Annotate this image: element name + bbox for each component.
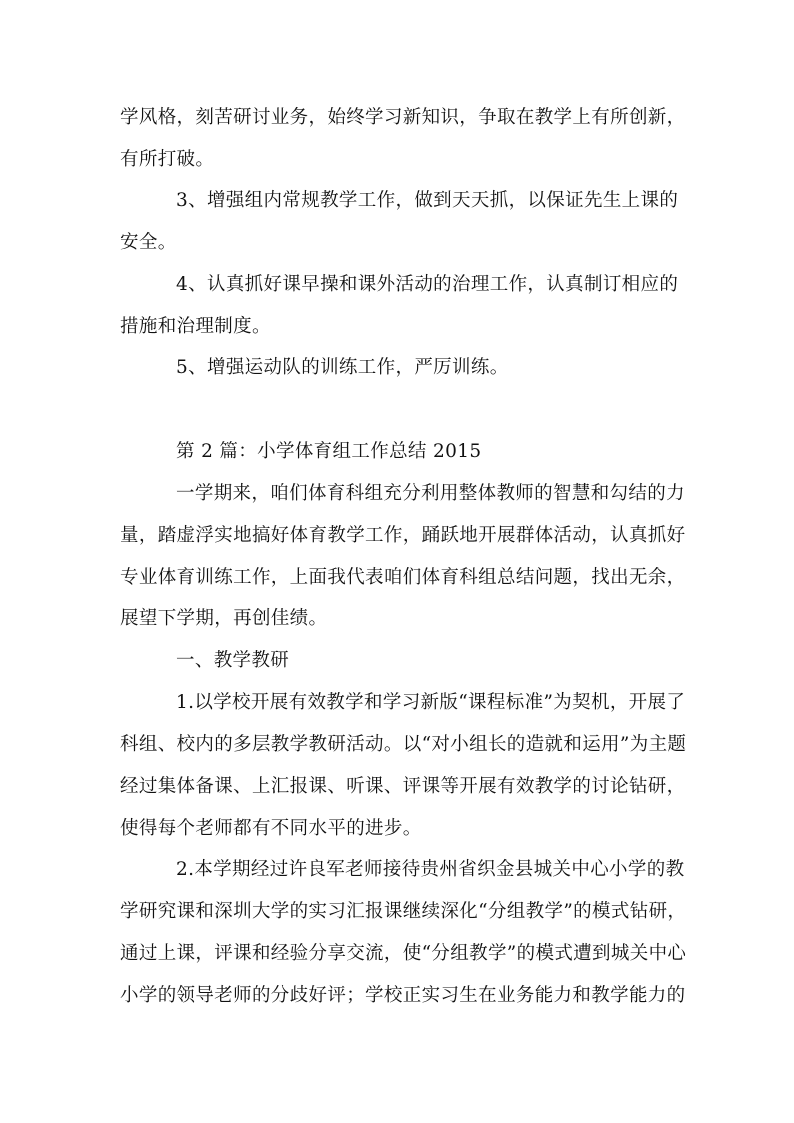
intro-line: 量，踏虚浮实地搞好体育教学工作，踊跃地开展群体活动，认真抓好 (120, 525, 686, 546)
point-1-line: 使得每个老师都有不同水平的进步。 (120, 818, 422, 839)
list-item-5-line: 5、增强运动队的训练工作，严厉训练。 (176, 357, 509, 378)
paragraph-line: 有所打破。 (120, 149, 215, 170)
list-item-4-line: 4、认真抓好课早操和课外活动的治理工作，认真制订相应的 (176, 274, 679, 295)
point-1-line: 1.以学校开展有效教学和学习新版“课程标准”为契机，开展了 (176, 692, 686, 713)
intro-line: 专业体育训练工作，上面我代表咱们体育科组总结问题，找出无余， (120, 567, 686, 588)
intro-line: 一学期来，咱们体育科组充分利用整体教师的智慧和勾结的力 (176, 483, 685, 504)
section-title: 第 2 篇：小学体育组工作总结 2015 (176, 441, 482, 462)
list-item-3-line: 安全。 (120, 232, 177, 253)
intro-line: 展望下学期，再创佳绩。 (120, 608, 328, 629)
list-item-4-line: 措施和治理制度。 (120, 316, 271, 337)
point-1-line: 经过集体备课、上汇报课、听课、评课等开展有效教学的讨论钻研， (120, 776, 686, 797)
point-1-line: 科组、校内的多层教学教研活动。以“对小组长的造就和运用”为主题 (120, 734, 687, 755)
point-2-line: 学研究课和深圳大学的实习汇报课继续深化“分组教学”的模式钻研， (120, 901, 687, 922)
point-2-line: 小学的领导老师的分歧好评；学校正实习生在业务能力和教学能力的 (120, 985, 686, 1006)
point-2-line: 2.本学期经过许良军老师接待贵州省织金县城关中心小学的教 (176, 859, 685, 880)
heading-teaching-research: 一、教学教研 (176, 650, 290, 671)
paragraph-line: 学风格，刻苦研讨业务，始终学习新知识，争取在教学上有所创新， (120, 107, 686, 128)
point-2-line: 通过上课，评课和经验分享交流，使“分组教学”的模式遭到城关中心 (120, 943, 687, 964)
list-item-3-line: 3、增强组内常规教学工作，做到天天抓，以保证先生上课的 (176, 190, 679, 211)
